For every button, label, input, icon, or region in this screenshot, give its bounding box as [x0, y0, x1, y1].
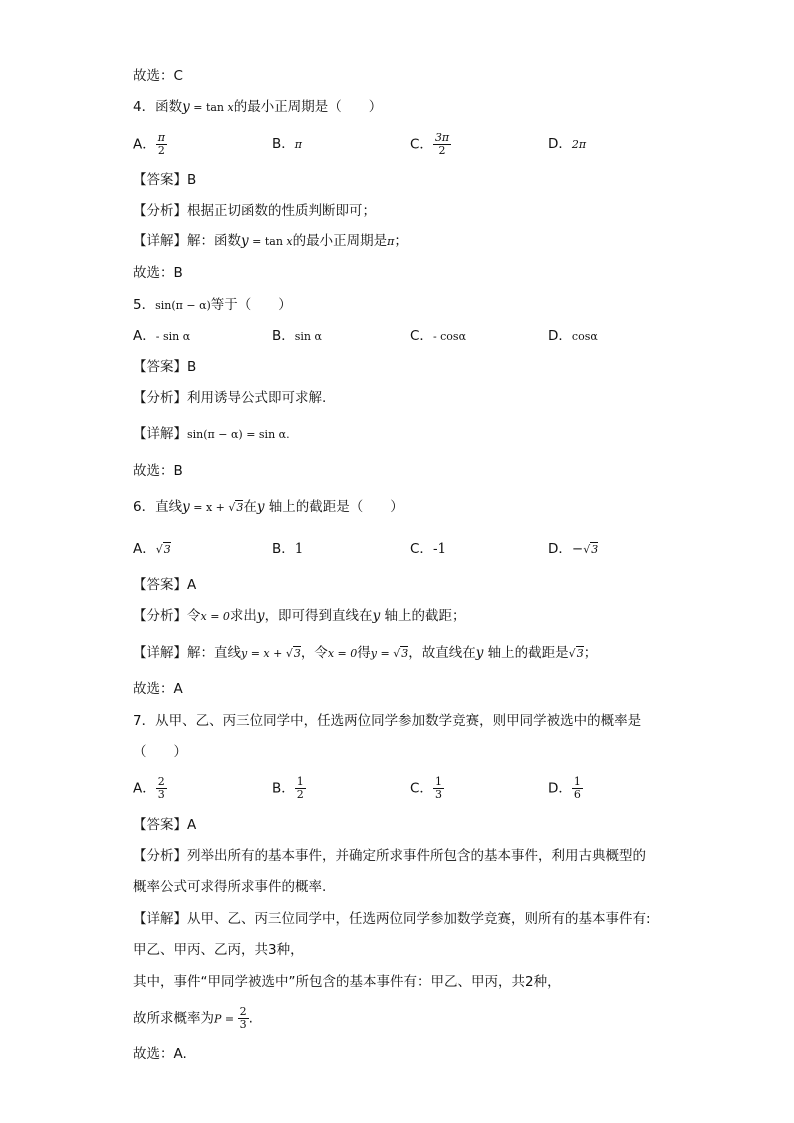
q7-analysis-text1: 列举出所有的基本事件，并确定所求事件所包含的基本事件，利用古典概型的 — [187, 848, 646, 864]
q7-detail-line2: 甲乙、甲丙、乙丙，共3种， — [133, 942, 304, 958]
q6-option-c — [410, 539, 446, 559]
q7-option-a — [133, 776, 167, 801]
q6-stem-pre: 6．直线 — [133, 499, 183, 515]
q7-option-a-num: 2 — [157, 775, 165, 788]
q6-detail-sqrt1: √3 — [285, 647, 301, 660]
q6-detail-sqrt2: √3 — [393, 647, 409, 660]
q4-answer — [133, 170, 196, 190]
q6-option-a-rad: 3 — [163, 543, 171, 556]
q6-detail-tag: 【详解】 — [133, 645, 187, 661]
q4-option-b-val: π — [294, 138, 302, 151]
q5-choice: 故选：B — [133, 463, 183, 479]
q4-stem-x: x — [227, 101, 234, 114]
q5-answer-tag: 【答案】 — [133, 359, 187, 375]
q7-detail-line4 — [133, 1006, 253, 1031]
q5-detail — [133, 424, 290, 445]
q6-option-c-val: -1 — [432, 541, 447, 557]
q7-choice: 故选：A. — [133, 1046, 187, 1062]
q6-stem-y2: y — [256, 499, 265, 515]
q7-option-c — [410, 776, 444, 801]
q7-option-c-label: C． — [410, 780, 433, 797]
q6-stem-mid: 在 — [243, 499, 257, 515]
q7-stem-line1: 7．从甲、乙、丙三位同学中，任选两位同学参加数学竞赛，则甲同学被选中的概率是 — [133, 713, 642, 729]
q6-option-d — [548, 539, 598, 560]
q5-option-a — [133, 326, 190, 347]
q4-detail-mid: 的最小正周期是 — [292, 233, 388, 249]
q5-option-a-label: A． — [133, 328, 156, 344]
q6-option-c-label: C． — [410, 541, 433, 557]
q6-detail — [133, 643, 597, 664]
q6-option-b — [272, 539, 303, 559]
q5-detail-math: sin(π − α) = sin α. — [187, 428, 290, 441]
q6-detail-rad2: 3 — [401, 647, 409, 660]
q7-option-b-den: 2 — [296, 788, 304, 801]
q7-answer-value: A — [187, 817, 197, 833]
q7-stem-line2: （ ） — [133, 744, 187, 760]
q7-detail-line4-end: . — [248, 1010, 253, 1027]
q5-stem — [133, 295, 292, 316]
q6-option-a-label: A． — [133, 541, 156, 557]
q4-option-d — [548, 134, 586, 155]
q5-option-d-label: D． — [548, 328, 572, 344]
q6-detail-d: 轴上的截距是 — [483, 645, 569, 661]
q6-answer-value: A — [187, 577, 197, 593]
q4-stem-eq: = tan — [189, 101, 228, 114]
q6-detail-c: ，故直线在 — [408, 645, 476, 661]
q6-answer-tag: 【答案】 — [133, 577, 187, 593]
q6-detail-sqrt3: √3 — [568, 647, 584, 660]
q5-option-b — [272, 326, 322, 347]
q5-option-b-val: sin α — [294, 330, 322, 343]
q6-stem — [133, 497, 404, 518]
q6-analysis-y2: y — [372, 608, 381, 624]
q4-detail-tag: 【详解】 — [133, 233, 187, 249]
q6-analysis-post: ，即可得到直线在 — [264, 608, 373, 624]
q4-option-d-val: 2π — [571, 138, 587, 151]
q5-option-c — [410, 326, 466, 347]
q5-option-b-label: B． — [272, 328, 295, 344]
q4-option-a-den: 2 — [157, 144, 165, 157]
q4-stem — [133, 97, 382, 118]
q6-detail-end: ； — [583, 645, 598, 661]
q6-detail-y3: y — [475, 645, 484, 661]
q5-option-d-val: cosα — [571, 330, 598, 343]
q6-choice: 故选：A — [133, 681, 183, 697]
q7-detail-tag: 【详解】 — [133, 911, 187, 927]
q4-option-b — [272, 134, 302, 155]
q4-stem-y: y — [182, 99, 190, 115]
q5-stem-math: sin(π − α) — [155, 299, 211, 312]
q7-detail-line4-p: P = — [214, 1012, 238, 1026]
q4-stem-pre: 4．函数 — [133, 99, 183, 115]
q6-detail-b: 得 — [357, 645, 371, 661]
q5-stem-pre: 5． — [133, 297, 156, 313]
q6-stem-rad: 3 — [236, 501, 244, 514]
q7-analysis-line2: 概率公式可求得所求事件的概率. — [133, 879, 327, 895]
q5-analysis — [133, 388, 326, 408]
q4-detail-eq: = tan — [248, 235, 287, 248]
q7-option-a-den: 3 — [157, 788, 165, 801]
q5-analysis-text: 利用诱导公式即可求解. — [187, 390, 327, 406]
q6-option-d-sqrt: √3 — [583, 543, 599, 556]
q4-option-c-den: 2 — [438, 144, 446, 157]
q6-answer — [133, 575, 196, 595]
q6-option-d-label: D． — [548, 541, 572, 557]
q4-option-b-label: B． — [272, 136, 295, 152]
q6-detail-pre: 解：直线 — [187, 645, 241, 661]
q7-detail-line4-num: 2 — [239, 1005, 247, 1018]
q6-detail-rad3: 3 — [576, 647, 584, 660]
q7-option-d-label: D． — [548, 780, 572, 797]
q4-answer-value: B — [187, 172, 197, 188]
q7-answer — [133, 815, 196, 835]
q6-analysis-tag: 【分析】 — [133, 608, 187, 624]
q6-option-d-rad: 3 — [591, 543, 599, 556]
q5-option-c-val: - cosα — [432, 330, 467, 343]
q6-analysis-y: y — [256, 608, 265, 624]
q7-option-d-num: 1 — [573, 775, 581, 788]
q5-detail-tag: 【详解】 — [133, 426, 187, 442]
q7-analysis-line1 — [133, 846, 646, 866]
q4-detail-pi: π — [387, 235, 395, 248]
q4-option-c-num: 3π — [434, 131, 450, 144]
q4-option-a — [133, 132, 167, 157]
q6-analysis-mid: 求出 — [229, 608, 257, 624]
q7-option-d-den: 6 — [573, 788, 581, 801]
q4-analysis-text: 根据正切函数的性质判断即可； — [187, 203, 376, 219]
q6-stem-y: y — [182, 499, 190, 515]
choice-line-prev: 故选：C — [133, 68, 183, 84]
q6-option-b-label: B． — [272, 541, 295, 557]
q4-stem-post: 的最小正周期是（ ） — [233, 99, 383, 115]
q7-detail-text1: 从甲、乙、丙三位同学中，任选两位同学参加数学竞赛，则所有的基本事件有: — [187, 911, 651, 927]
q4-option-a-num: π — [157, 131, 165, 144]
q4-choice: 故选：B — [133, 265, 183, 281]
q5-analysis-tag: 【分析】 — [133, 390, 187, 406]
q6-analysis-end: 轴上的截距； — [380, 608, 466, 624]
q7-option-c-num: 1 — [434, 775, 442, 788]
q6-option-a-sqrt: √3 — [155, 543, 171, 556]
q4-detail-x: x — [286, 235, 293, 248]
q5-option-a-val: - sin α — [155, 330, 191, 343]
q6-stem-eq: = x + — [189, 501, 229, 514]
q6-option-a — [133, 539, 171, 560]
q7-answer-tag: 【答案】 — [133, 817, 187, 833]
q6-stem-sqrt: √3 — [228, 501, 244, 514]
q6-detail-line: y = x + — [241, 647, 286, 660]
q7-analysis-tag: 【分析】 — [133, 848, 187, 864]
q4-detail-y: y — [241, 233, 249, 249]
q7-option-a-label: A． — [133, 780, 156, 797]
q7-option-b — [272, 776, 306, 801]
q5-answer — [133, 357, 196, 377]
q4-answer-tag: 【答案】 — [133, 172, 187, 188]
q7-detail-line4-den: 3 — [239, 1018, 247, 1031]
q7-option-d — [548, 776, 583, 801]
q6-analysis — [133, 606, 466, 627]
q6-option-b-val: 1 — [294, 541, 304, 557]
q5-option-d — [548, 326, 598, 347]
q4-detail — [133, 231, 408, 252]
q5-answer-value: B — [187, 359, 197, 375]
q4-analysis — [133, 201, 376, 221]
q7-detail-line4-pre: 故所求概率为 — [133, 1010, 214, 1027]
q4-analysis-tag: 【分析】 — [133, 203, 187, 219]
q5-option-c-label: C． — [410, 328, 433, 344]
q7-detail-line3: 其中，事件“甲同学被选中”所包含的基本事件有：甲乙、甲丙，共2种， — [133, 974, 561, 990]
q4-option-c — [410, 132, 451, 157]
q7-option-c-den: 3 — [434, 788, 442, 801]
q6-stem-post: 轴上的截距是（ ） — [264, 499, 404, 515]
q5-stem-post: 等于（ ） — [210, 297, 292, 313]
q6-option-d-minus: − — [571, 541, 584, 557]
q6-detail-x0: x = 0 — [327, 647, 358, 660]
q6-detail-rad1: 3 — [293, 647, 301, 660]
q4-option-a-label: A． — [133, 136, 156, 153]
q7-detail-line1 — [133, 909, 651, 929]
q4-option-c-label: C． — [410, 136, 433, 153]
q7-option-b-num: 1 — [296, 775, 304, 788]
q4-option-d-label: D． — [548, 136, 572, 152]
q6-detail-a: ，令 — [300, 645, 328, 661]
q6-analysis-math: x = 0 — [200, 610, 230, 623]
q4-detail-end: ； — [394, 233, 408, 249]
q4-detail-pre: 解：函数 — [187, 233, 241, 249]
q6-detail-yeq: y = — [370, 647, 394, 660]
q6-analysis-pre: 令 — [187, 608, 201, 624]
q7-option-b-label: B． — [272, 780, 295, 797]
